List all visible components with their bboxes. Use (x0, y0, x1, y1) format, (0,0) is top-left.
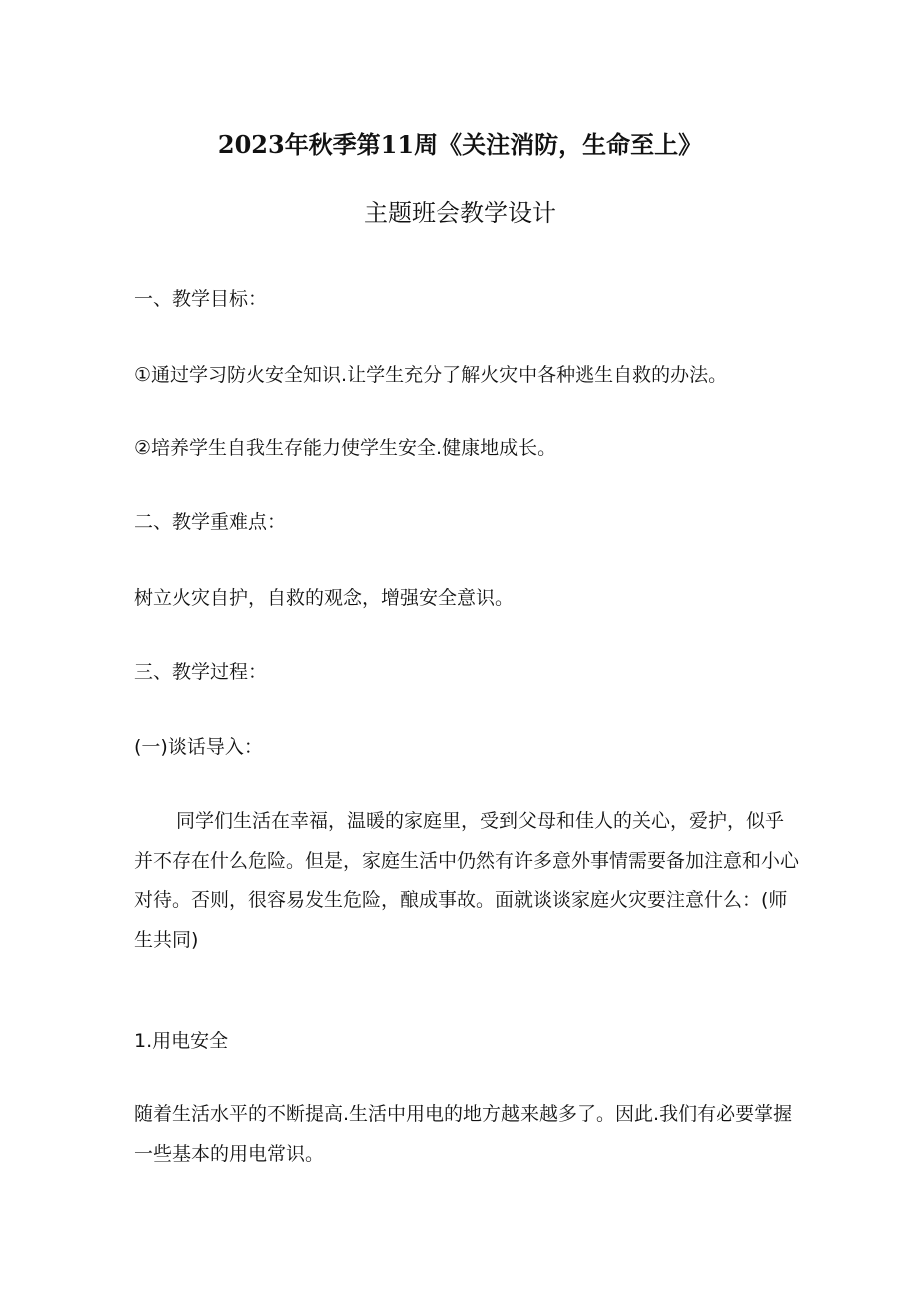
intro-line: 并不存在什么危险。但是，家庭生活中仍然有许多意外事情需要备加注意和小心 (134, 849, 800, 872)
document-title-line1: 2023年秋季第11周《关注消防，生命至上》 (217, 130, 703, 159)
teaching-goal-1: ①通过学习防火安全知识.让学生充分了解火灾中各种逃生自救的办法。 (134, 364, 728, 386)
section1-heading: 一、教学目标： (134, 288, 268, 310)
teaching-goal-2: ②培养学生自我生存能力使学生安全.健康地成长。 (134, 437, 557, 459)
item1-heading: 1.用电安全 (134, 1030, 229, 1052)
intro-paragraph (134, 802, 800, 960)
intro-line: 对待。否则，很容易发生危险，酿成事故。面就谈谈家庭火灾要注意什么：(师 (134, 889, 788, 911)
item1-line: 随着生活水平的不断提高.生活中用电的地方越来越多了。因此.我们有必要掌握 (134, 1103, 793, 1125)
intro-line: 生共同) (134, 928, 199, 951)
subsection1-heading: (一)谈话导入： (134, 736, 263, 758)
item1-paragraph (134, 1095, 794, 1174)
key-points-text: 树立火灾自护，自救的观念，增强安全意识。 (134, 587, 515, 609)
document-title-line2: 主题班会教学设计 (364, 199, 556, 227)
section3-heading: 三、教学过程： (134, 661, 268, 683)
item1-line: 一些基本的用电常识。 (134, 1142, 325, 1165)
intro-line: 同学们生活在幸福，温暖的家庭里，受到父母和佳人的关心，爱护，似乎 (176, 810, 785, 832)
section2-heading: 二、教学重难点： (134, 511, 287, 533)
